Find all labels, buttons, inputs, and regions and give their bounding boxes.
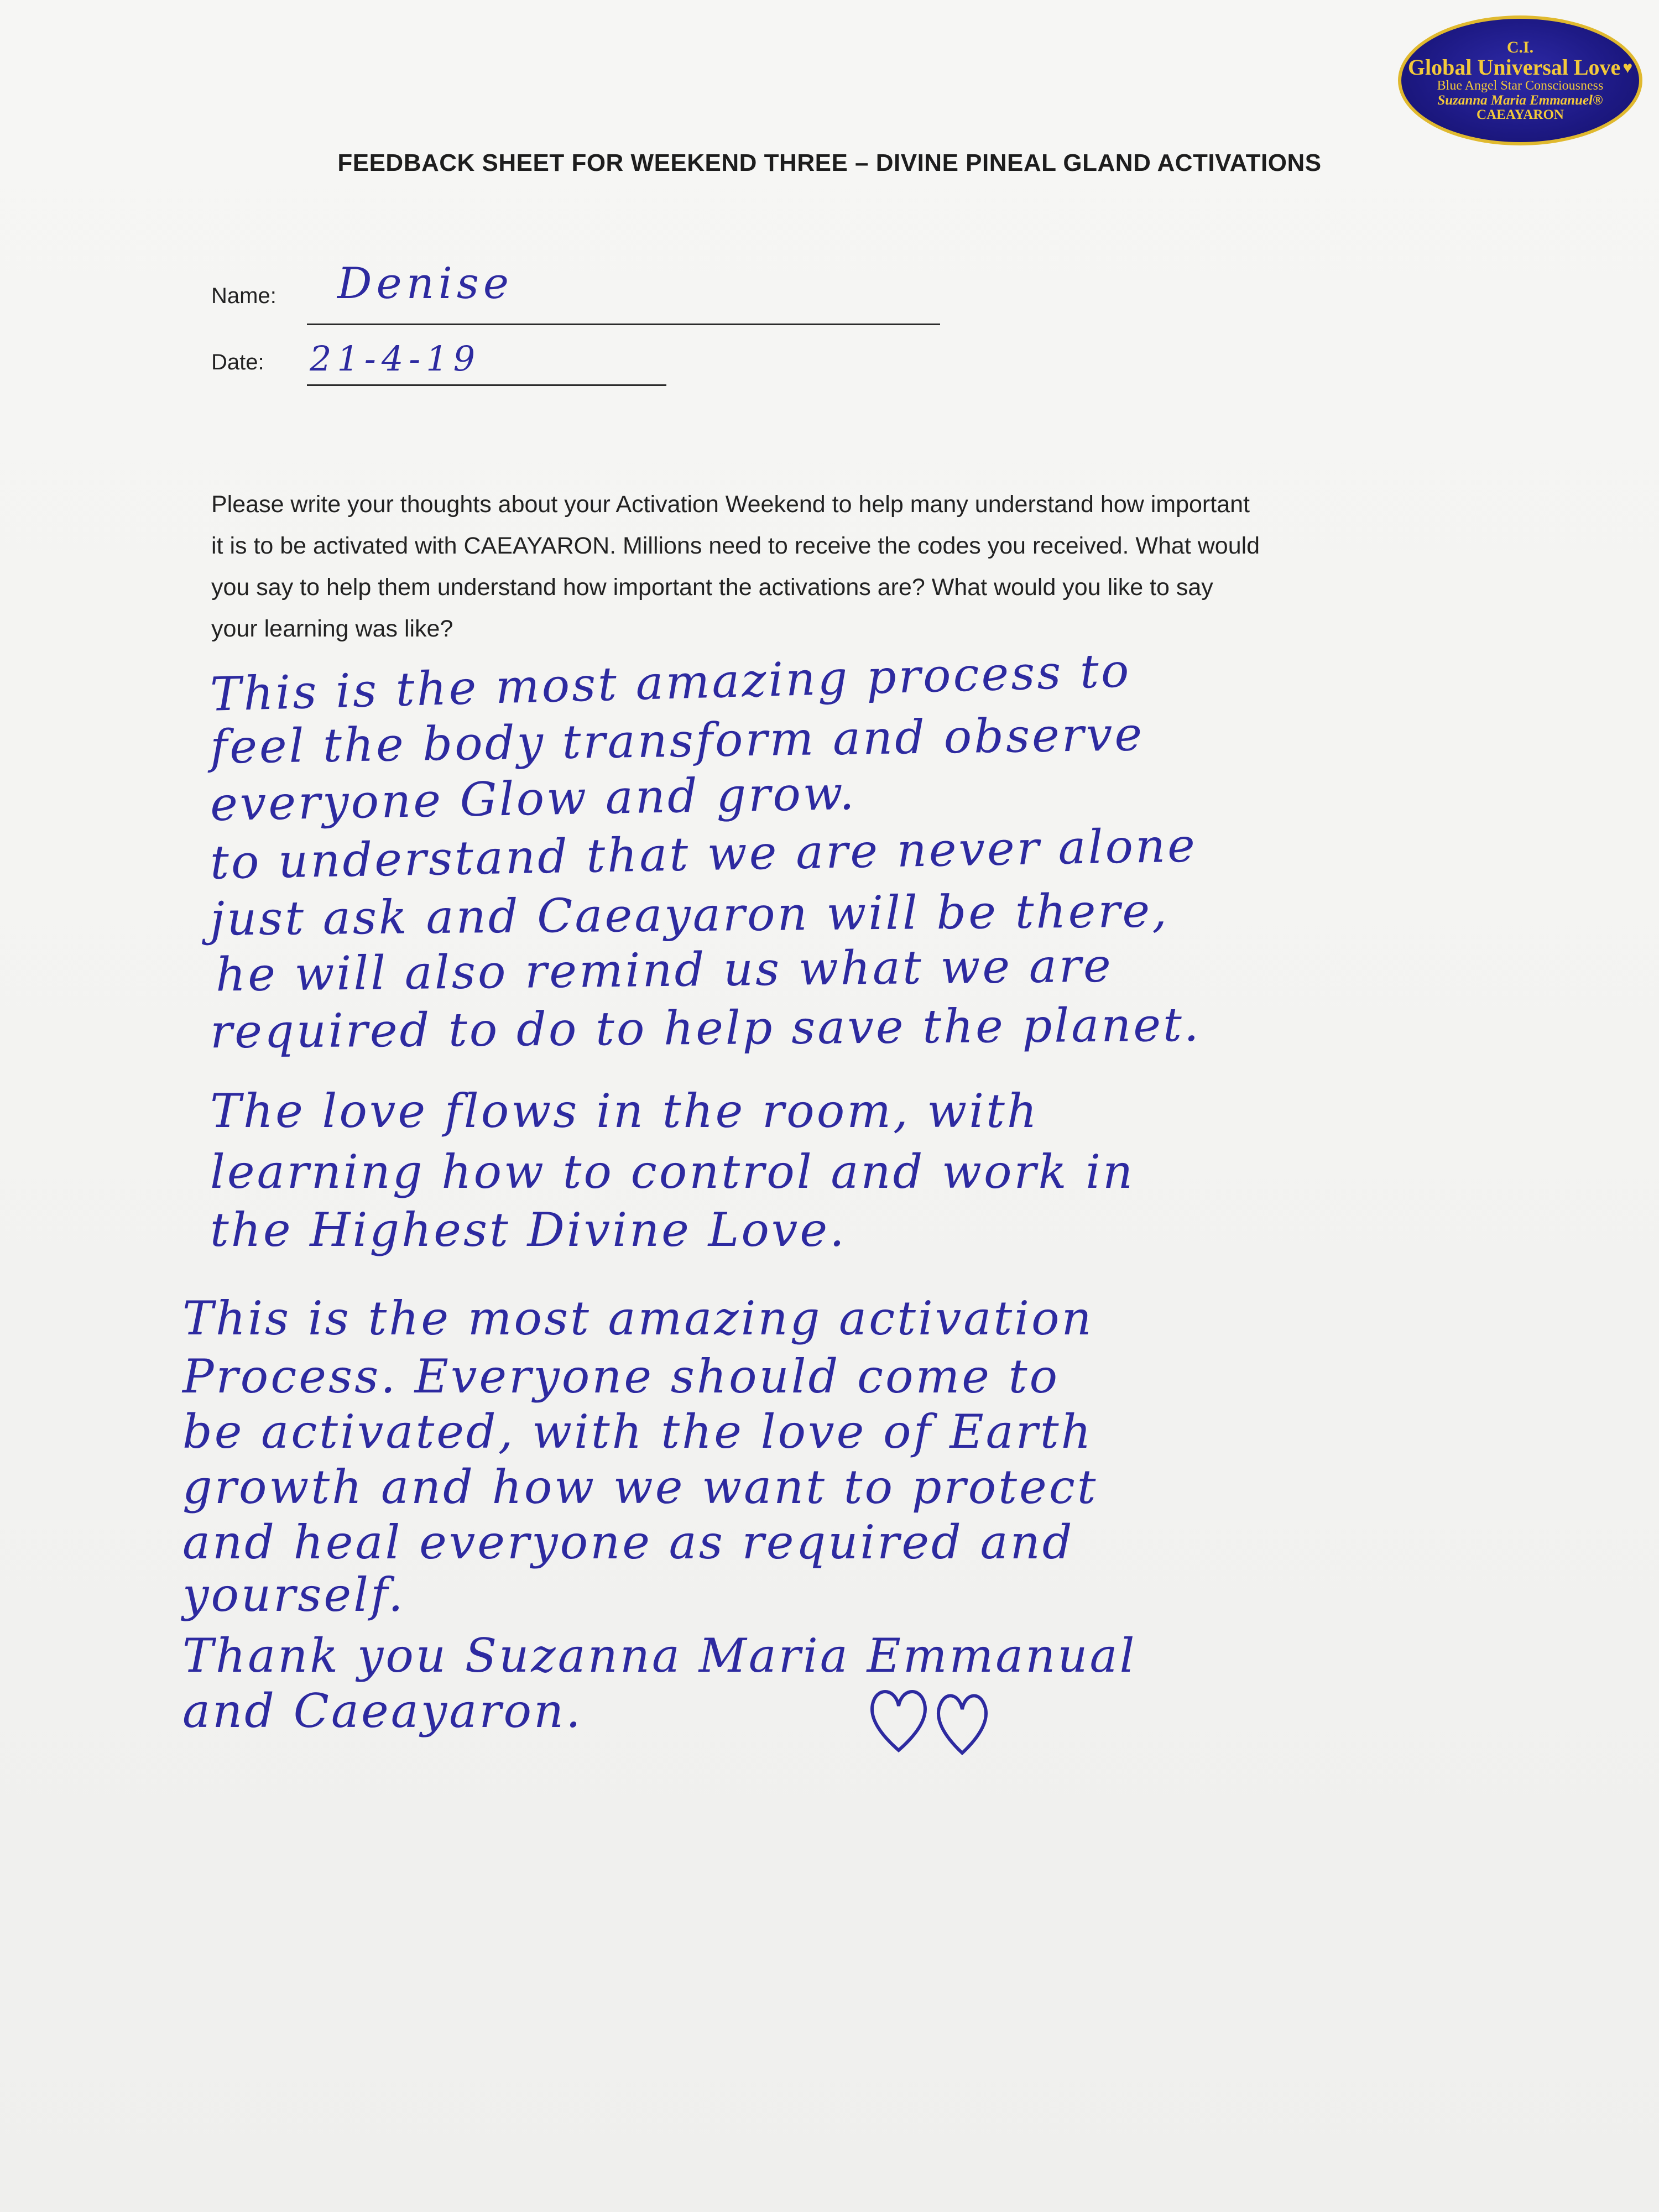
page-title: FEEDBACK SHEET FOR WEEKEND THREE – DIVINE PINEAL GLAND ACTIVATIONS [337,149,1322,176]
date-underline [307,384,666,386]
response-line: and Caeayaron. [182,1684,583,1738]
response-line: and heal everyone as required and [182,1515,1074,1569]
logo-badge [1398,15,1642,145]
logo-global-universal-love: Global Universal Love [1407,55,1621,80]
heart-icon [872,1692,925,1750]
name-value: Denise [337,259,514,309]
heart-icon [938,1695,986,1753]
response-line: feel the body transform and observe [210,707,1145,774]
response-line: Thank you Suzanna Maria Emmanual [182,1629,1137,1683]
response-line: everyone Glow and grow. [210,765,857,832]
name-label: Name: [211,284,276,308]
hearts-doodle [865,1684,1004,1756]
prompt-line: it is to be activated with CAEAYARON. Millions need to receive the codes you received. What would [211,533,1260,559]
logo-name: Suzanna Maria Emmanuel® [1437,92,1603,108]
response-line: growth and how we want to protect [182,1460,1098,1514]
response-line: required to do to help save the planet. [210,997,1201,1059]
response-line: the Highest Divine Love. [210,1203,847,1257]
response-line: he will also remind us what we are [215,938,1114,1002]
response-line: to understand that we are never alone [210,818,1198,890]
prompt-line: Please write your thoughts about your Activation Weekend to help many understand how important [211,491,1250,518]
response-line: This is the most amazing activation [182,1291,1094,1345]
response-line: This is the most amazing process to [210,643,1132,722]
date-value: 21-4-19 [310,338,481,379]
name-underline [307,324,940,325]
response-line: Process. Everyone should come to [182,1349,1060,1404]
prompt-text [211,484,1455,650]
response-line: be activated, with the love of Earth [182,1405,1093,1459]
logo-caeayaron: CAEAYARON [1477,107,1564,122]
prompt-line: you say to help them understand how important the activations are? What would you like to say [211,574,1213,601]
response-line: The love flows in the room, with [210,1084,1039,1138]
logo-blue-angel: Blue Angel Star Consciousness [1437,79,1604,93]
prompt-line: your learning was like? [211,615,453,642]
logo-ci: C.I. [1506,38,1534,56]
response-line: learning how to control and work in [210,1145,1135,1199]
date-label: Date: [211,350,264,374]
response-line: just ask and Caeayaron will be there, [210,883,1170,946]
heart-icon: ♥ [1623,58,1633,77]
response-line: yourself. [182,1568,405,1622]
